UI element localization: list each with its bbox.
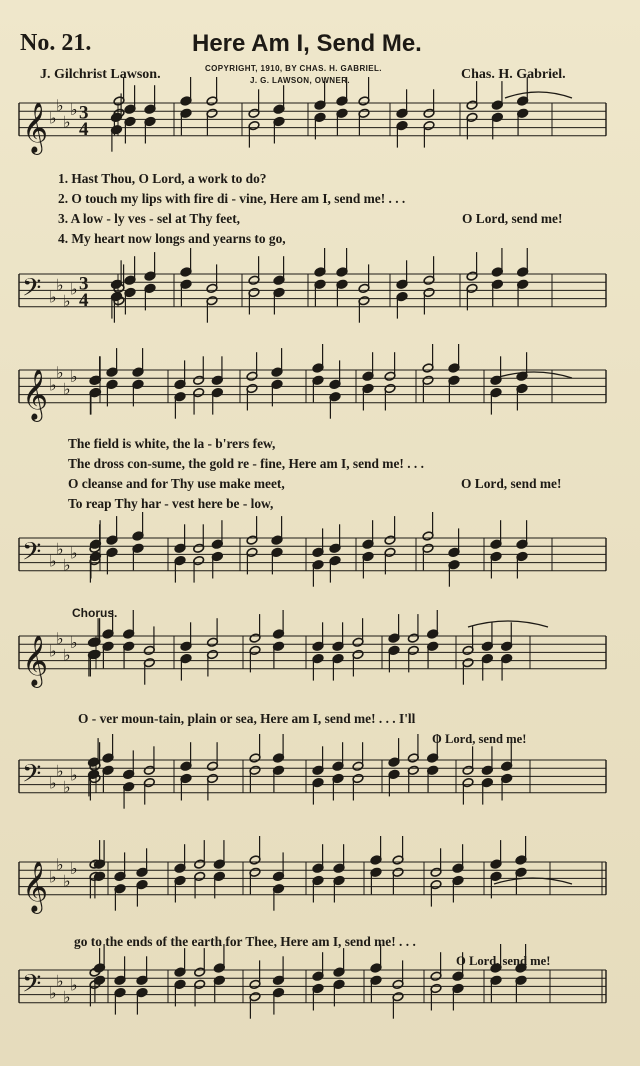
flat-sign: ♭ [63, 777, 71, 797]
flat-sign: ♭ [70, 279, 78, 299]
verse-2-line-2: The dross con-sume, the gold re - fine, Here am I, send me! . . . [68, 456, 424, 471]
flat-sign: ♭ [49, 287, 57, 307]
composer: Chas. H. Gabriel. [461, 67, 566, 82]
flat-sign: ♭ [49, 983, 57, 1003]
flat-sign: ♭ [63, 555, 71, 575]
bass-clef: 𝄢 [22, 969, 42, 1005]
flat-sign: ♭ [56, 629, 64, 649]
treble-clef: 𝄞 [22, 368, 49, 420]
verse-2-line-1: 2. O touch my lips with fire di - vine, Here am I, send me! . . . [58, 191, 406, 206]
chorus-response-1: O Lord, send me! [432, 732, 527, 746]
flat-sign: ♭ [70, 765, 78, 785]
flat-sign: ♭ [63, 645, 71, 665]
flat-sign: ♭ [63, 379, 71, 399]
verse-3-line-1: 3. A low - ly ves - sel at Thy feet, [58, 211, 240, 226]
flat-sign: ♭ [56, 539, 64, 559]
bass-clef: 𝄢 [22, 759, 42, 795]
chorus-response-2: O Lord, send me! [456, 954, 551, 968]
flat-sign: ♭ [63, 112, 71, 132]
flat-sign: ♭ [70, 543, 78, 563]
flat-sign: ♭ [56, 96, 64, 116]
verse-3-response-1: O Lord, send me! [462, 211, 563, 226]
owner-line: J. G. LAWSON, OWNER. [250, 76, 351, 85]
bass-clef: 𝄢 [22, 537, 42, 573]
flat-sign: ♭ [70, 859, 78, 879]
flat-sign: ♭ [63, 987, 71, 1007]
verse-1-line-2: The field is white, the la - b'rers few, [68, 436, 276, 451]
verse-4-line-2: To reap Thy har - vest here be - low, [68, 496, 274, 511]
slur [468, 621, 548, 627]
flat-sign: ♭ [56, 971, 64, 991]
time-signature-bottom: 4 [79, 289, 89, 311]
chorus-label: Chorus. [72, 606, 118, 620]
time-signature-bottom: 4 [79, 118, 89, 140]
flat-sign: ♭ [70, 367, 78, 387]
time-signature-top: 3 [79, 273, 89, 295]
bass-clef: 𝄢 [22, 273, 42, 309]
flat-sign: ♭ [63, 291, 71, 311]
flat-sign: ♭ [56, 855, 64, 875]
flat-sign: ♭ [70, 633, 78, 653]
flat-sign: ♭ [56, 363, 64, 383]
chorus-line-1: O - ver moun-tain, plain or sea, Here am I, send me! . . . I'll [78, 711, 416, 726]
flat-sign: ♭ [70, 100, 78, 120]
flat-sign: ♭ [70, 975, 78, 995]
flat-sign: ♭ [56, 275, 64, 295]
hymn-title: Here Am I, Send Me. [192, 30, 422, 57]
lyricist: J. Gilchrist Lawson. [40, 67, 161, 82]
flat-sign: ♭ [49, 867, 57, 887]
flat-sign: ♭ [63, 871, 71, 891]
verse-3-line-2: O cleanse and for Thy use make meet, [68, 476, 285, 491]
copyright-line: COPYRIGHT, 1910, BY CHAS. H. GABRIEL. [205, 64, 382, 73]
flat-sign: ♭ [49, 551, 57, 571]
hymn-number: No. 21. [20, 30, 92, 56]
slur [505, 92, 572, 98]
flat-sign: ♭ [49, 108, 57, 128]
flat-sign: ♭ [49, 375, 57, 395]
time-signature-top: 3 [79, 102, 89, 124]
verse-3-response-2: O Lord, send me! [461, 476, 562, 491]
slur [496, 372, 572, 378]
flat-sign: ♭ [49, 773, 57, 793]
chorus-line-2: go to the ends of the earth for Thee, Here am I, send me! . . . [74, 934, 416, 949]
flat-sign: ♭ [56, 761, 64, 781]
treble-clef: 𝄞 [22, 634, 49, 686]
flat-sign: ♭ [49, 641, 57, 661]
verse-4-line-1: 4. My heart now longs and yearns to go, [58, 231, 286, 246]
verse-1-line-1: 1. Hast Thou, O Lord, a work to do? [58, 171, 267, 186]
treble-clef: 𝄞 [22, 101, 49, 153]
treble-clef: 𝄞 [22, 860, 49, 912]
